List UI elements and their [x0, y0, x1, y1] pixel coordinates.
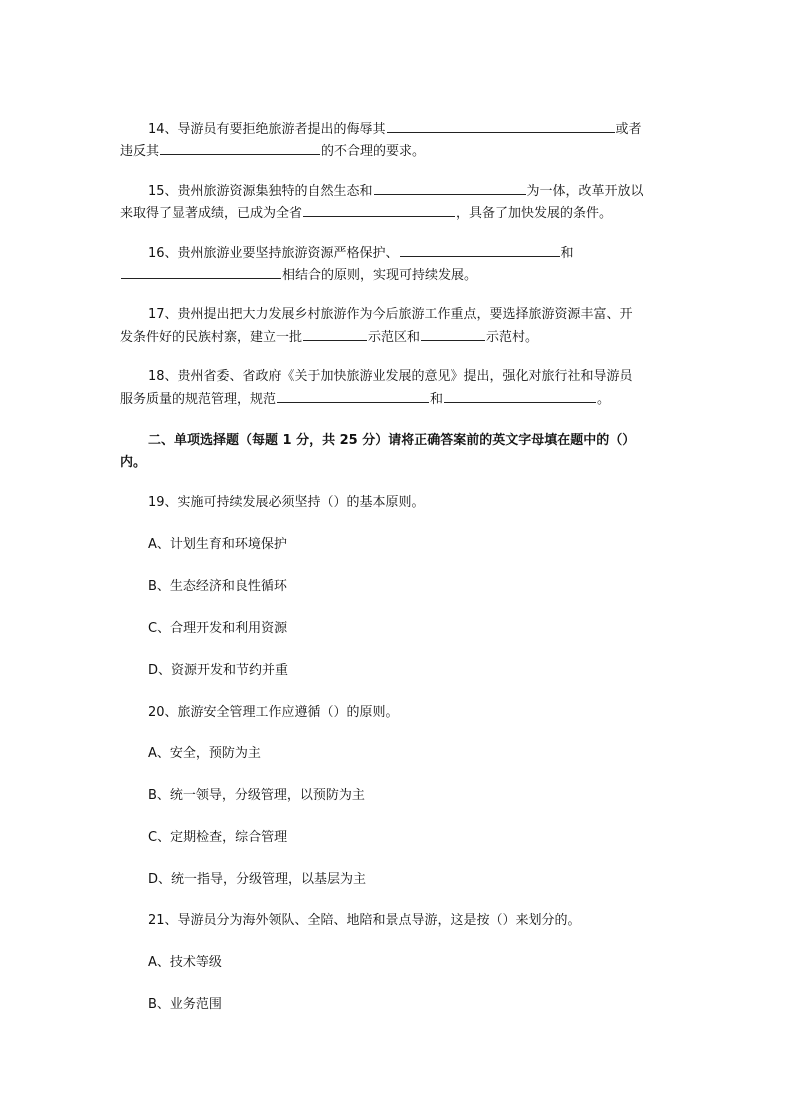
q14-text-2: 或者: [615, 122, 642, 137]
question-18: [120, 366, 665, 410]
question-16-line-2: [120, 264, 665, 286]
option-c[interactable]: C、定期检查，综合管理: [148, 830, 288, 845]
q16-text-1: 16、贵州旅游业要坚持旅游资源严格保护、: [148, 246, 399, 261]
q15-text-4: ，具备了加快发展的条件。: [456, 206, 613, 221]
section-heading-line-1: 二、单项选择题（每题 1 分，共 25 分）请将正确答案前的英文字母填在题中的（）: [148, 433, 636, 448]
q14-text-3: 违反其: [120, 144, 160, 159]
q17-text-1: 17、贵州提出把大力发展乡村旅游作为今后旅游工作重点，要选择旅游资源丰富、开: [148, 307, 633, 322]
q14-text-1: 14、导游员有要拒绝旅游者提出的侮辱其: [148, 122, 386, 137]
q14-text-4: 的不合理的要求。: [321, 144, 426, 159]
q18-text-1: 18、贵州省委、省政府《关于加快旅游业发展的意见》提出，强化对旅行社和导游员: [148, 369, 633, 384]
question-14-line-2: [120, 140, 665, 162]
question-19-stem: 19、实施可持续发展必须坚持（）的基本原则。: [148, 495, 425, 510]
question-17-line-2: [120, 326, 665, 348]
q15-text-3: 来取得了显著成绩，已成为全省: [120, 206, 303, 221]
answer-blank[interactable]: [160, 140, 320, 155]
question-17: [120, 304, 665, 348]
question-17-line-1: [120, 304, 665, 326]
q16-text-2: 和: [560, 246, 574, 261]
q17-text-4: 示范村。: [486, 330, 539, 345]
question-16: [120, 242, 665, 286]
option-b[interactable]: B、统一领导，分级管理，以预防为主: [148, 788, 365, 803]
question-18-line-1: [120, 366, 665, 388]
option-a[interactable]: A、安全，预防为主: [148, 746, 261, 761]
question-15: [120, 180, 665, 224]
section-heading: [120, 430, 665, 474]
answer-blank[interactable]: [303, 326, 367, 341]
section-heading-line-2: 内。: [120, 455, 147, 470]
answer-blank[interactable]: [421, 326, 485, 341]
q18-text-4: 。: [597, 392, 611, 407]
option-d[interactable]: D、资源开发和节约并重: [148, 663, 289, 678]
question-16-line-1: [120, 242, 665, 264]
option-a[interactable]: A、技术等级: [148, 955, 222, 970]
question-15-line-2: [120, 202, 665, 224]
question-15-line-1: [120, 180, 665, 202]
question-14: [120, 118, 665, 162]
option-d[interactable]: D、统一指导，分级管理，以基层为主: [148, 872, 367, 887]
answer-blank[interactable]: [303, 202, 455, 217]
q17-text-2: 发条件好的民族村寨，建立一批: [120, 330, 303, 345]
q18-text-2: 服务质量的规范管理，规范: [120, 392, 277, 407]
answer-blank[interactable]: [277, 388, 429, 403]
option-b[interactable]: B、业务范围: [148, 997, 222, 1012]
option-b[interactable]: B、生态经济和良性循环: [148, 579, 287, 594]
answer-blank[interactable]: [374, 180, 526, 195]
q18-text-3: 和: [430, 392, 444, 407]
q15-text-1: 15、贵州旅游资源集独特的自然生态和: [148, 184, 373, 199]
answer-blank[interactable]: [444, 388, 596, 403]
option-a[interactable]: A、计划生育和环境保护: [148, 537, 287, 552]
q17-text-3: 示范区和: [368, 330, 421, 345]
q16-text-3: 相结合的原则，实现可持续发展。: [282, 268, 478, 283]
answer-blank[interactable]: [400, 242, 560, 257]
answer-blank[interactable]: [387, 118, 615, 133]
question-20-stem: 20、旅游安全管理工作应遵循（）的原则。: [148, 705, 399, 720]
question-18-line-2: [120, 388, 665, 410]
answer-blank[interactable]: [121, 264, 281, 279]
question-14-line-1: [120, 118, 665, 140]
q15-text-2: 为一体，改革开放以: [526, 184, 644, 199]
option-c[interactable]: C、合理开发和利用资源: [148, 621, 288, 636]
question-21-stem: 21、导游员分为海外领队、全陪、地陪和景点导游，这是按（）来划分的。: [148, 913, 581, 928]
